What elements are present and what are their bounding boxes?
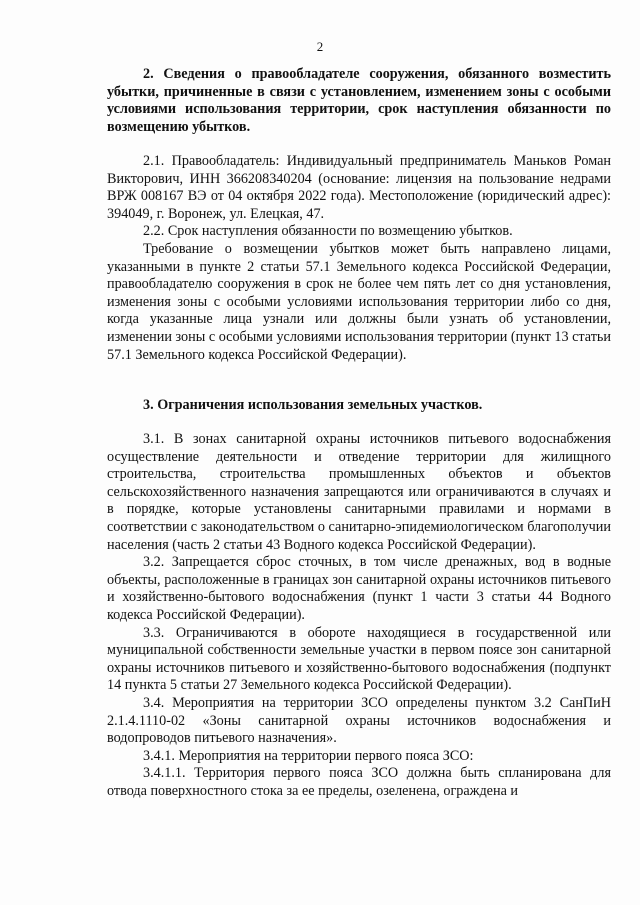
page-number: 2	[316, 39, 324, 54]
section-3-body	[107, 431, 611, 800]
paragraph-2-2-text: Требование о возмещении убытков может быть направлено лицами, указанными в пункте 2 статьи 57.1 Земельного кодекса Российской Федерации, правообладателю сооружения в срок не более чем пять лет со дня установления, изменения зоны с особыми условиями использования территории либо со дня, когда указанные лица узнали или должны были узнать об установлении, изменении зоны с особыми условиями использования территории (пункт 13 статьи 57.1 Земельного кодекса Российской Федерации).	[107, 240, 611, 363]
paragraph-2-1: 2.1. Правообладатель: Индивидуальный предприниматель Маньков Роман Викторович, ИНН 366208340204 (основание: лицензия на пользование недрами ВРЖ 008167 ВЭ от 04 октября 2022 года). Местоположение (юридический адрес): 394049, г. Воронеж, ул. Елецкая, 47.	[107, 153, 611, 222]
paragraph-3-2: 3.2. Запрещается сброс сточных, в том числе дренажных, вод в водные объекты, расположенные в границах зон санитарной охраны источников питьевого и хозяйственно-бытового водоснабжения (пункт 1 части 3 статьи 44 Водного кодекса Российской Федерации).	[107, 554, 611, 623]
section-3-heading: 3. Ограничения использования земельных участков.	[143, 397, 483, 413]
paragraph-3-1: 3.1. В зонах санитарной охраны источников питьевого водоснабжения осуществление деятельности и отведение территории для жилищного строительства, строительства промышленных объектов и объектов сельскохозяйственного назначения запрещаются или ограничиваются в случаях и в порядке, которые установлены санитарными правилами и нормами в соответствии с законодательством о санитарно-эпидемиологическом благополучии населения (часть 2 статьи 43 Водного кодекса Российской Федерации).	[107, 431, 611, 553]
paragraph-3-3: 3.3. Ограничиваются в обороте находящиеся в государственной или муниципальной собственности земельные участки в первом поясе зон санитарной охраны источников питьевого и хозяйственно-бытового водоснабжения (подпункт 14 пункта 5 статьи 27 Земельного кодекса Российской Федерации).	[107, 624, 611, 694]
section-2	[107, 66, 611, 136]
paragraph-2-2: 2.2. Срок наступления обязанности по возмещению убытков.	[143, 223, 513, 240]
paragraph-3-4-1-1: 3.4.1.1. Территория первого пояса ЗСО должна быть спланирована для отвода поверхностного стока за ее пределы, озеленена, ограждена и	[107, 765, 611, 799]
section-2-heading: 2. Сведения о правообладателе сооружения, обязанного возместить убытки, причиненные в связи с установлением, изменением зоны с особыми условиями использования территории, срок наступления обязанности по возмещению убытков.	[107, 66, 611, 135]
section-2-body	[107, 153, 611, 364]
paragraph-3-4: 3.4. Мероприятия на территории ЗСО определены пунктом 3.2 СанПиН 2.1.4.1110-02 «Зоны санитарной охраны источников водоснабжения и водопроводов питьевого назначения».	[107, 694, 611, 747]
section-3	[107, 397, 611, 415]
paragraph-3-4-1: 3.4.1. Мероприятия на территории первого пояса ЗСО:	[143, 747, 474, 764]
